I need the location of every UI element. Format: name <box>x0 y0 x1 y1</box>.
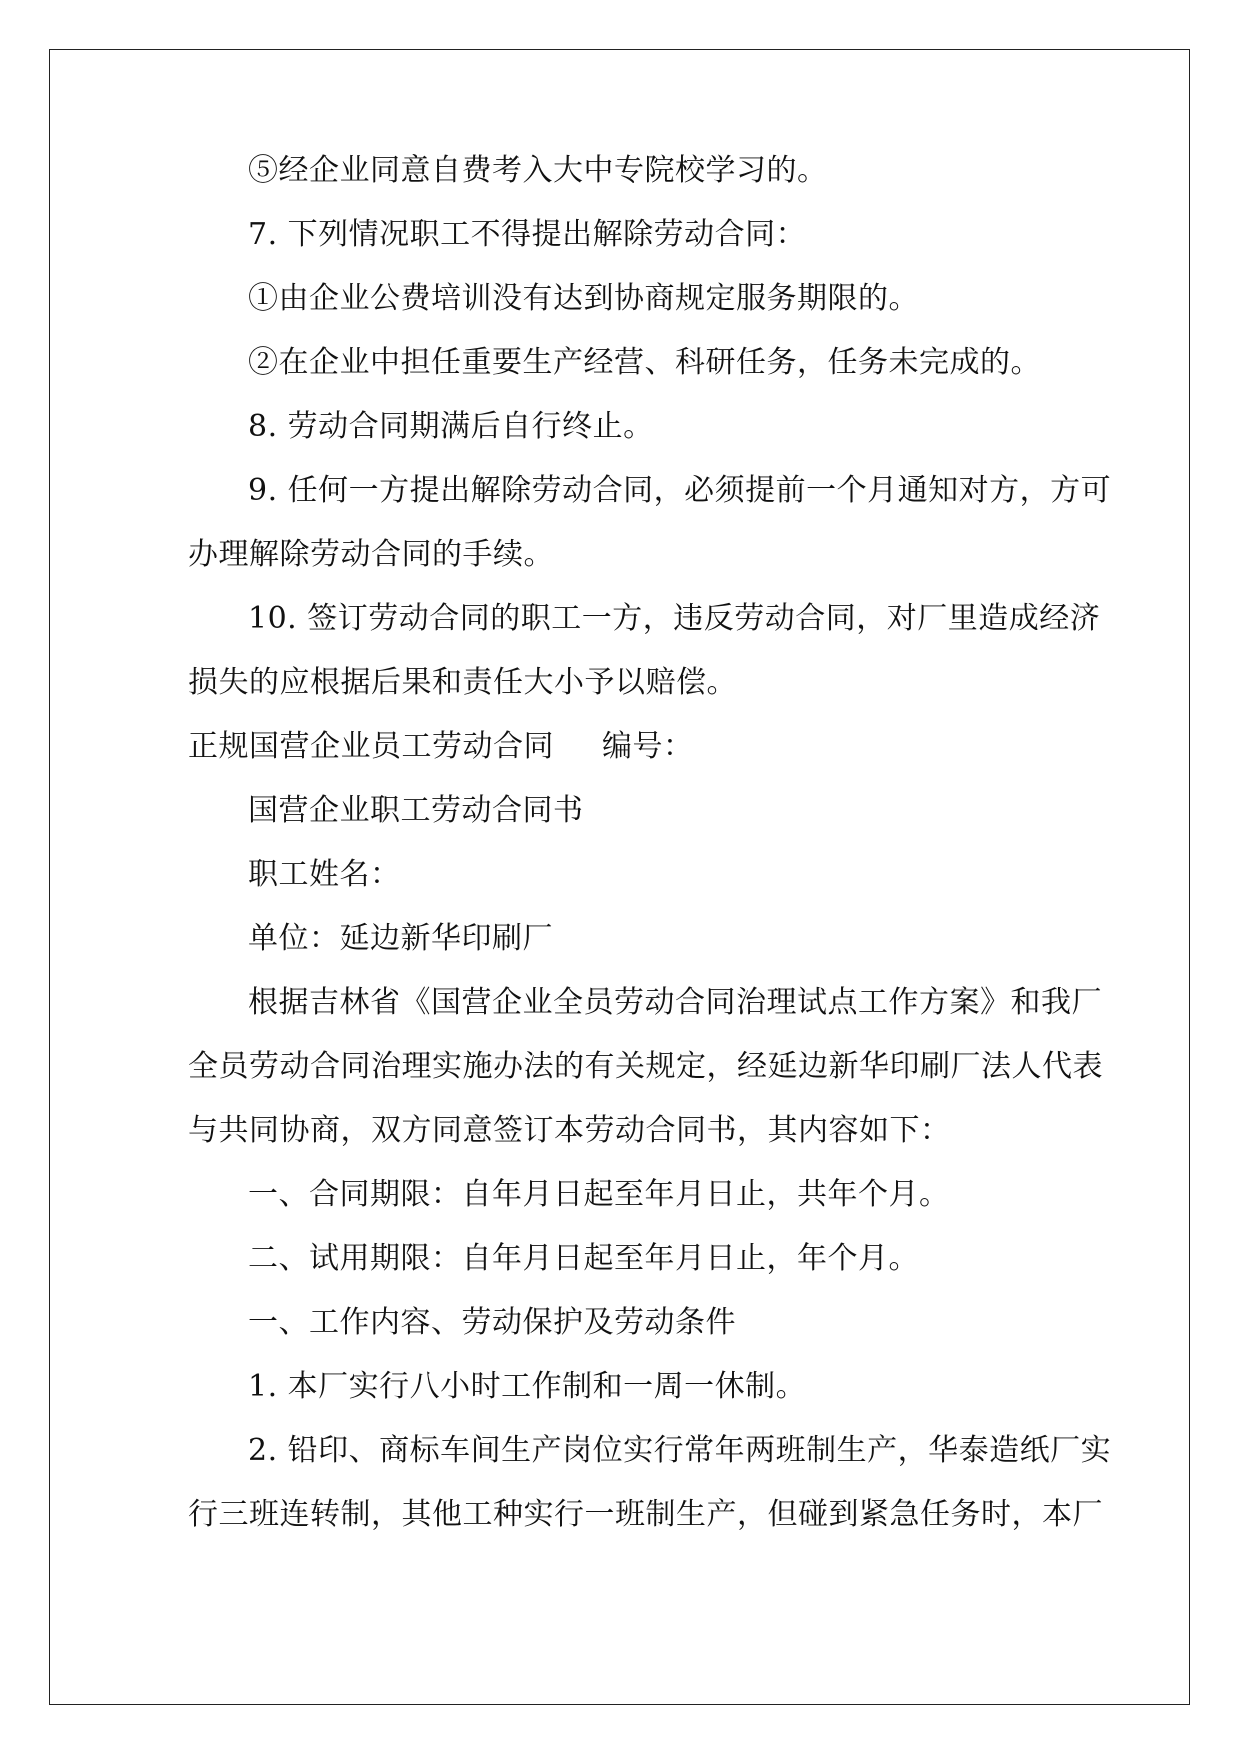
paragraph-line: 办理解除劳动合同的手续。 <box>188 537 554 572</box>
paragraph-line: 9. 任何一方提出解除劳动合同，必须提前一个月通知对方，方可 <box>248 473 1112 508</box>
paragraph-line: 行三班连转制，其他工种实行一班制生产，但碰到紧急任务时，本厂 <box>188 1497 1103 1532</box>
paragraph-line: 根据吉林省《国营企业全员劳动合同治理试点工作方案》和我厂 <box>248 985 1102 1020</box>
paragraph-line: 国营企业职工劳动合同书 <box>248 793 584 828</box>
paragraph-line: 8. 劳动合同期满后自行终止。 <box>248 409 654 444</box>
paragraph-line: 一、工作内容、劳动保护及劳动条件 <box>248 1305 736 1340</box>
paragraph-line: 单位：延边新华印刷厂 <box>248 921 553 956</box>
heading-title: 正规国营企业员工劳动合同 <box>188 729 554 764</box>
paragraph-line: 损失的应根据后果和责任大小予以赔偿。 <box>188 665 737 700</box>
paragraph-line: 7. 下列情况职工不得提出解除劳动合同： <box>248 217 807 252</box>
heading-number-label: 编号： <box>602 729 694 764</box>
document-body <box>188 152 1112 1560</box>
paragraph-line: 全员劳动合同治理实施办法的有关规定，经延边新华印刷厂法人代表 <box>188 1049 1103 1084</box>
paragraph-line: 1. 本厂实行八小时工作制和一周一休制。 <box>248 1369 807 1404</box>
paragraph-line: ⑤经企业同意自费考入大中专院校学习的。 <box>248 153 828 188</box>
paragraph-line: 2. 铅印、商标车间生产岗位实行常年两班制生产，华泰造纸厂实 <box>248 1433 1112 1468</box>
paragraph-line: 职工姓名： <box>248 857 401 892</box>
paragraph-line: 10. 签订劳动合同的职工一方，违反劳动合同，对厂里造成经济 <box>248 601 1101 636</box>
paragraph-line: 二、试用期限：自年月日起至年月日止，年个月。 <box>248 1241 919 1276</box>
document-heading <box>188 728 1058 766</box>
paragraph-line: ②在企业中担任重要生产经营、科研任务，任务未完成的。 <box>248 345 1041 380</box>
paragraph-line: 一、合同期限：自年月日起至年月日止，共年个月。 <box>248 1177 950 1212</box>
paragraph-line: 与共同协商，双方同意签订本劳动合同书，其内容如下： <box>188 1113 951 1148</box>
paragraph-line: ①由企业公费培训没有达到协商规定服务期限的。 <box>248 281 919 316</box>
